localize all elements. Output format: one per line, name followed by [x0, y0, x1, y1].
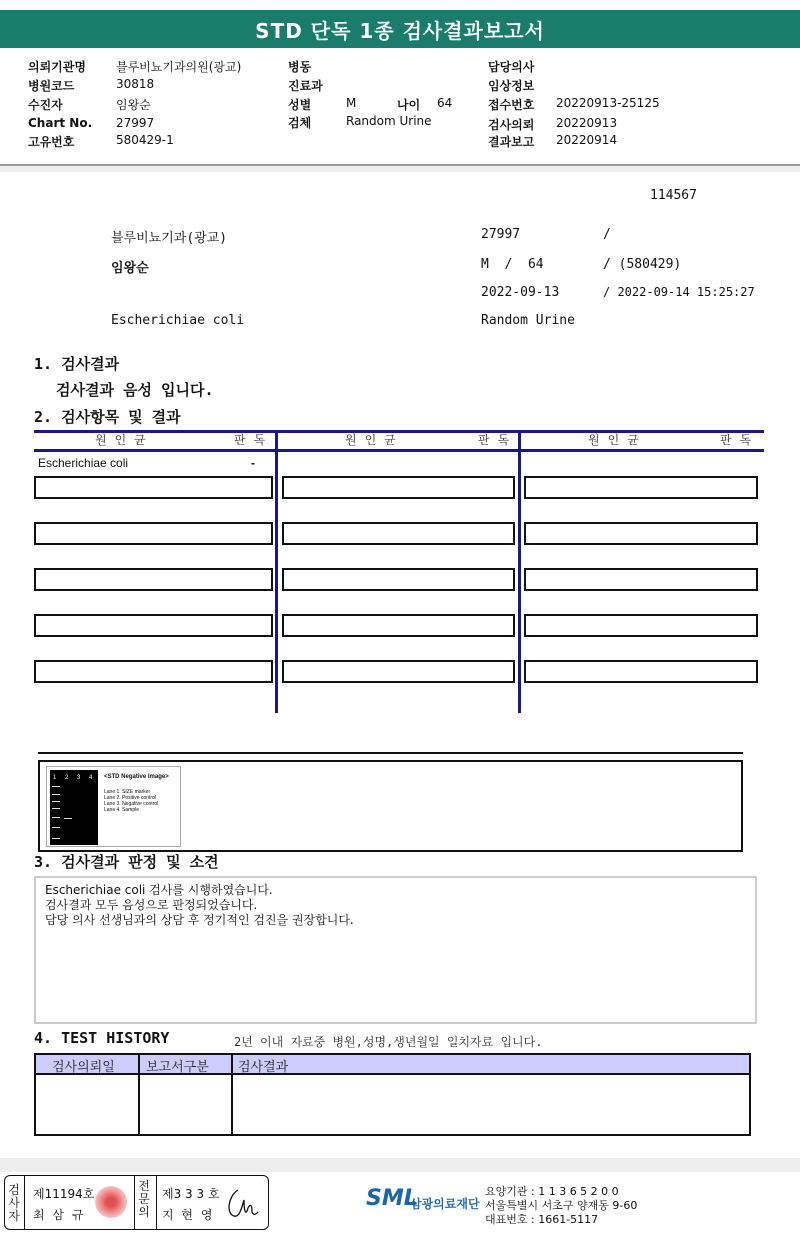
seal-stamp	[95, 1186, 127, 1218]
col2-judge-header: 판독	[478, 433, 518, 447]
section2-title: 2. 검사항목 및 결과	[34, 408, 181, 426]
patient-sex-age: M / 64	[481, 257, 544, 272]
history-header-cell: 검사결과	[238, 1060, 289, 1075]
age-value: 64	[437, 96, 453, 110]
patient-label: 수진자	[28, 98, 63, 112]
report-date-value: 20220914	[556, 133, 618, 147]
patient-hospital: 블루비뇨기과(광교)	[111, 231, 228, 246]
result-box	[34, 568, 273, 591]
receipt-no-value: 20220913-25125	[556, 96, 660, 110]
tester-number: 제11194호	[33, 1187, 95, 1201]
history-header-cell: 보고서구분	[146, 1060, 209, 1075]
result-box	[524, 614, 758, 637]
col1-pathogen-header: 원인균	[95, 433, 154, 447]
report-title: STD 단독 1종 검사결과보고서	[0, 10, 800, 48]
unique-no-value: 580429-1	[116, 133, 174, 147]
hospital-label: 의뢰기관명	[28, 60, 86, 74]
section3-title: 3. 검사결과 판정 및 소견	[34, 853, 219, 871]
unique-no-label: 고유번호	[28, 135, 75, 149]
gel-band	[52, 794, 60, 795]
gel-band	[52, 827, 60, 828]
result-box	[524, 568, 758, 591]
specimen-value: Random Urine	[346, 114, 432, 128]
col1-judge-header: 판독	[234, 433, 274, 447]
gel-band	[52, 801, 60, 802]
doctor-name: 지 현 영	[162, 1208, 215, 1222]
patient-specimen: Random Urine	[481, 313, 575, 328]
result-box	[34, 522, 273, 545]
result-box	[524, 522, 758, 545]
report-date-label: 결과보고	[488, 135, 535, 149]
sex-label: 성별	[288, 98, 312, 112]
clinical-info-label: 임상정보	[488, 79, 535, 93]
result-box	[34, 660, 273, 683]
result-box	[34, 614, 273, 637]
grid-divider-1	[275, 430, 278, 713]
doctor-label: 전문의	[138, 1179, 150, 1219]
history-header-cell: 검사의뢰일	[52, 1060, 115, 1075]
patient-chart: 27997	[481, 227, 521, 242]
grid-divider-2	[518, 430, 521, 713]
result-item-judge: -	[251, 456, 255, 470]
doctor-number: 제3 3 3 호	[162, 1187, 220, 1201]
signature-image	[224, 1186, 260, 1222]
col3-pathogen-header: 원인균	[588, 433, 647, 447]
comment-line: 담당 의사 선생님과의 상담 후 정기적인 검진을 권장합니다.	[45, 913, 354, 927]
lane-number: 4	[89, 775, 93, 781]
col2-pathogen-header: 원인균	[345, 433, 404, 447]
lane-number: 1	[53, 775, 57, 781]
result-box	[34, 476, 273, 499]
chart-no-label: Chart No.	[28, 116, 93, 130]
footer-band	[0, 1158, 800, 1172]
org-code: 요양기관 : 1 1 3 6 5 2 0 0	[485, 1185, 619, 1198]
section1-title: 1. 검사결과	[34, 355, 120, 373]
tester-name: 최 삼 규	[33, 1208, 86, 1222]
age-label: 나이	[397, 98, 421, 112]
section4-title: 4. TEST HISTORY	[34, 1029, 170, 1047]
logo-name: 삼광의료재단	[410, 1197, 480, 1211]
request-date-value: 20220913	[556, 116, 618, 130]
sex-value: M	[346, 96, 357, 110]
gel-band	[52, 838, 60, 839]
section1-result: 검사결과 음성 입니다.	[56, 381, 214, 399]
hospital-value: 블루비뇨기과의원(광교)	[116, 60, 242, 74]
hospital-code-label: 병원코드	[28, 79, 75, 93]
hospital-code-value: 30818	[116, 77, 155, 91]
result-box	[282, 568, 515, 591]
header-info	[0, 54, 800, 166]
logo-mark: SML	[366, 1186, 418, 1211]
gel-band	[64, 818, 72, 819]
dept-label: 진료과	[288, 79, 323, 93]
history-table	[34, 1053, 751, 1136]
gel-lanes	[50, 770, 98, 845]
lane-number: 3	[77, 775, 81, 781]
document-number: 114567	[650, 188, 697, 203]
gel-legend: Lane 4. Sample	[104, 807, 140, 813]
lane-number: 2	[65, 775, 69, 781]
result-box	[282, 522, 515, 545]
gel-band	[52, 786, 60, 787]
patient-name: 임왕순	[111, 261, 149, 276]
patient-value: 임왕순	[116, 98, 151, 112]
patient-report-datetime: / 2022-09-14 15:25:27	[603, 285, 755, 299]
gel-legend: Lane 1. SIZE marker	[104, 789, 151, 795]
result-box	[524, 476, 758, 499]
result-box	[282, 660, 515, 683]
org-phone: 대표번호 : 1661-5117	[485, 1213, 599, 1226]
gel-band	[52, 808, 60, 809]
request-date-label: 검사의뢰	[488, 118, 535, 132]
comment-box	[34, 876, 757, 1024]
org-address: 서울특별시 서초구 양재동 9-60	[485, 1199, 638, 1212]
doctor-label: 담당의사	[488, 60, 535, 74]
col3-judge-header: 판독	[720, 433, 760, 447]
chart-no-value: 27997	[116, 116, 155, 130]
comment-line: Escherichiae coli 검사를 시행하였습니다.	[45, 883, 273, 897]
divider-line	[38, 752, 743, 754]
patient-request-date: 2022-09-13	[481, 285, 560, 300]
gel-image	[46, 766, 181, 847]
tester-label: 검사자	[8, 1183, 20, 1223]
gel-title: <STD Negative Image>	[104, 774, 169, 780]
specimen-label: 검체	[288, 116, 312, 130]
gel-legend: Lane 3. Negative control	[104, 801, 159, 807]
result-box	[282, 476, 515, 499]
receipt-no-label: 접수번호	[488, 98, 535, 112]
patient-birth: / (580429)	[603, 257, 682, 272]
result-box	[524, 660, 758, 683]
patient-slash: /	[603, 227, 611, 242]
ward-label: 병동	[288, 60, 312, 74]
gel-legend: Lane 2. Positive control	[104, 795, 156, 801]
history-note: 2년 이내 자료중 병원,성명,생년월일 일치자료 입니다.	[234, 1035, 543, 1049]
gel-band	[52, 817, 60, 818]
separator-band	[0, 166, 800, 172]
grid-header-line	[34, 449, 764, 452]
comment-line: 검사결과 모두 음성으로 판정되었습니다.	[45, 898, 258, 912]
patient-pathogen: Escherichiae coli	[111, 313, 245, 328]
result-box	[282, 614, 515, 637]
result-item-name: Escherichiae coli	[38, 456, 129, 470]
